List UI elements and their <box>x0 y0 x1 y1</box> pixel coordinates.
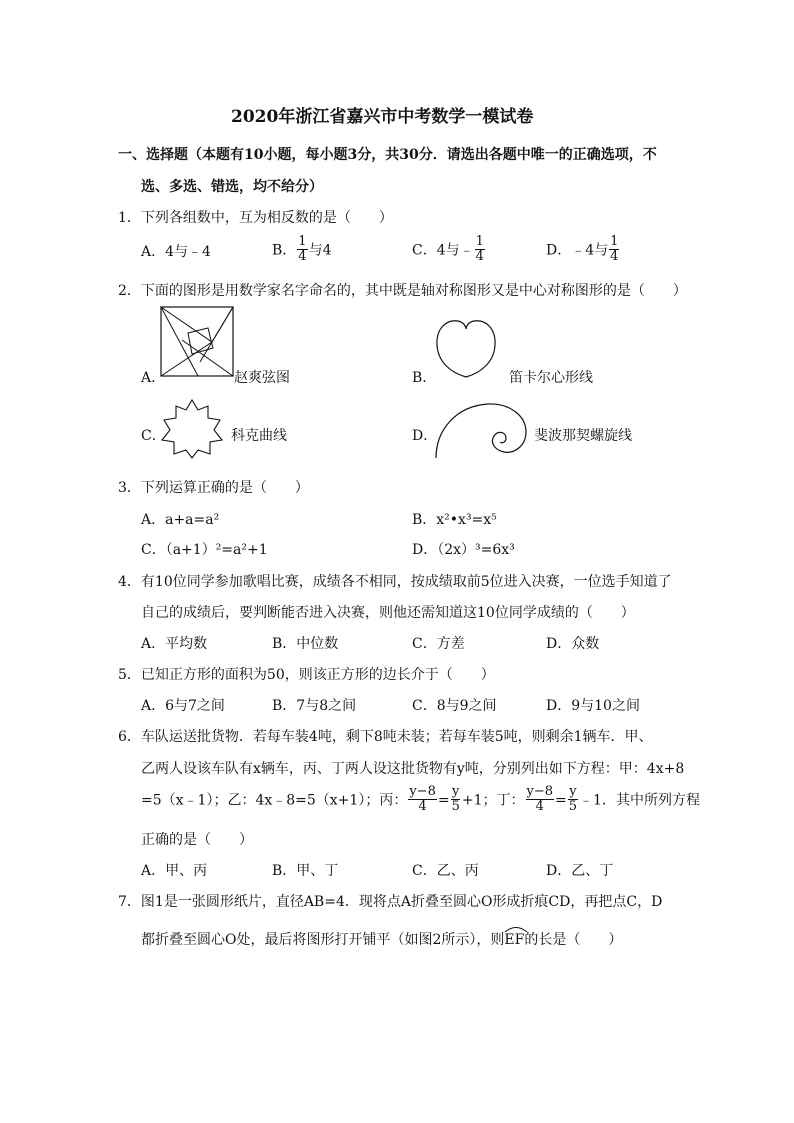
question-2-option-b-name: 笛卡尔心形线 <box>509 370 593 386</box>
question-6-option-b: B．甲、丁 <box>272 863 339 879</box>
question-6-option-a: A．甲、丙 <box>141 863 208 879</box>
section-heading-line1: 一、选择题（本题有10小题，每小题3分，共30分．请选出各题中唯一的正确选项，不 <box>118 147 657 163</box>
question-2-stem: 2．下面的图形是用数学家名字命名的，其中既是轴对称图形又是中心对称图形的是（ ） <box>118 283 687 299</box>
koch-curve-figure <box>158 398 226 460</box>
question-6-line2: 乙两人设该车队有x辆车，丙、丁两人设这批货物有y吨，分别列出如下方程：甲：4x+8 <box>141 761 685 777</box>
question-6-option-c: C．乙、丙 <box>412 863 479 879</box>
arc-ef-label: EF <box>504 931 524 949</box>
question-2-option-d-name: 斐波那契螺旋线 <box>534 428 632 444</box>
question-5-option-d: D．9与10之间 <box>546 698 640 714</box>
question-4-option-a: A．平均数 <box>141 636 208 652</box>
question-3-stem: 3．下列运算正确的是（ ） <box>118 480 309 496</box>
question-5-stem: 5．已知正方形的面积为50，则该正方形的边长介于（ ） <box>118 667 495 683</box>
section-heading-line2: 选、多选、错选，均不给分） <box>141 179 323 195</box>
question-7-line2: 都折叠至圆心O处，最后将图形打开铺平（如图2所示），则 EF的长是（ ） <box>141 931 622 949</box>
question-7-line1: 7．图1是一张圆形纸片，直径AB=4．现将点A折叠至圆心O形成折痕CD，再把点C，D <box>118 894 663 910</box>
question-1-option-d: D．﹣4与 $\frac{1}{4}$ <box>546 234 619 264</box>
question-4-line2: 自己的成绩后，要判断能否进入决赛，则他还需知道这10位同学成绩的（ ） <box>141 605 635 621</box>
question-6-option-d: D．乙、丁 <box>546 863 614 879</box>
zhao-shuang-figure <box>160 306 236 378</box>
question-1-option-a: A．4与﹣4 <box>141 244 211 260</box>
question-2-option-a-label: A． <box>141 370 166 386</box>
question-6-line1: 6．车队运送批货物．若每车装4吨，剩下8吨未装；若每车装5吨，则剩余1辆车．甲、 <box>118 729 653 745</box>
question-3-option-b: B．x²•x³=x⁵ <box>412 512 497 528</box>
question-2-option-d-label: D． <box>412 428 438 444</box>
question-5-option-b: B．7与8之间 <box>272 698 357 714</box>
question-1-option-b: B． $\frac{1}{4}$ 与4 <box>272 234 332 264</box>
question-3-option-a: A．a+a=a² <box>141 512 220 528</box>
question-2-option-c-name: 科克曲线 <box>231 428 287 444</box>
question-4-line1: 4．有10位同学参加歌唱比赛，成绩各不相同，按成绩取前5位进入决赛，一位选手知道了 <box>118 574 672 590</box>
question-3-option-d: D．（2x）³=6x³ <box>412 542 515 558</box>
fibonacci-spiral-figure <box>432 400 532 460</box>
question-4-option-c: C．方差 <box>412 636 465 652</box>
question-4-option-d: D．众数 <box>546 636 600 652</box>
question-3-option-c: C．（a+1）²=a²+1 <box>141 542 268 558</box>
question-6-line3: =5（x﹣1）；乙：4x﹣8=5（x+1）；丙： $\frac{y-8}{4}$ = $\frac{y}{5}$ +1；丁： $\frac{y-8}{4}$ = $\frac{y}{5}$ ﹣1．其中所列方程 <box>141 784 700 814</box>
question-2-option-a-name: 赵爽弦图 <box>234 370 290 386</box>
page-title: 2020年浙江省嘉兴市中考数学一模试卷 <box>231 107 534 127</box>
question-4-option-b: B．中位数 <box>272 636 339 652</box>
question-1-option-c: C．4与﹣ $\frac{1}{4}$ <box>412 234 484 264</box>
question-1-stem: 1．下列各组数中，互为相反数的是（ ） <box>118 210 393 226</box>
question-2-option-c-label: C． <box>141 428 166 444</box>
question-6-line4: 正确的是（ ） <box>141 832 253 848</box>
cardioid-figure <box>434 315 498 379</box>
question-5-option-a: A．6与7之间 <box>141 698 225 714</box>
question-2-option-b-label: B． <box>412 370 437 386</box>
question-5-option-c: C．8与9之间 <box>412 698 497 714</box>
